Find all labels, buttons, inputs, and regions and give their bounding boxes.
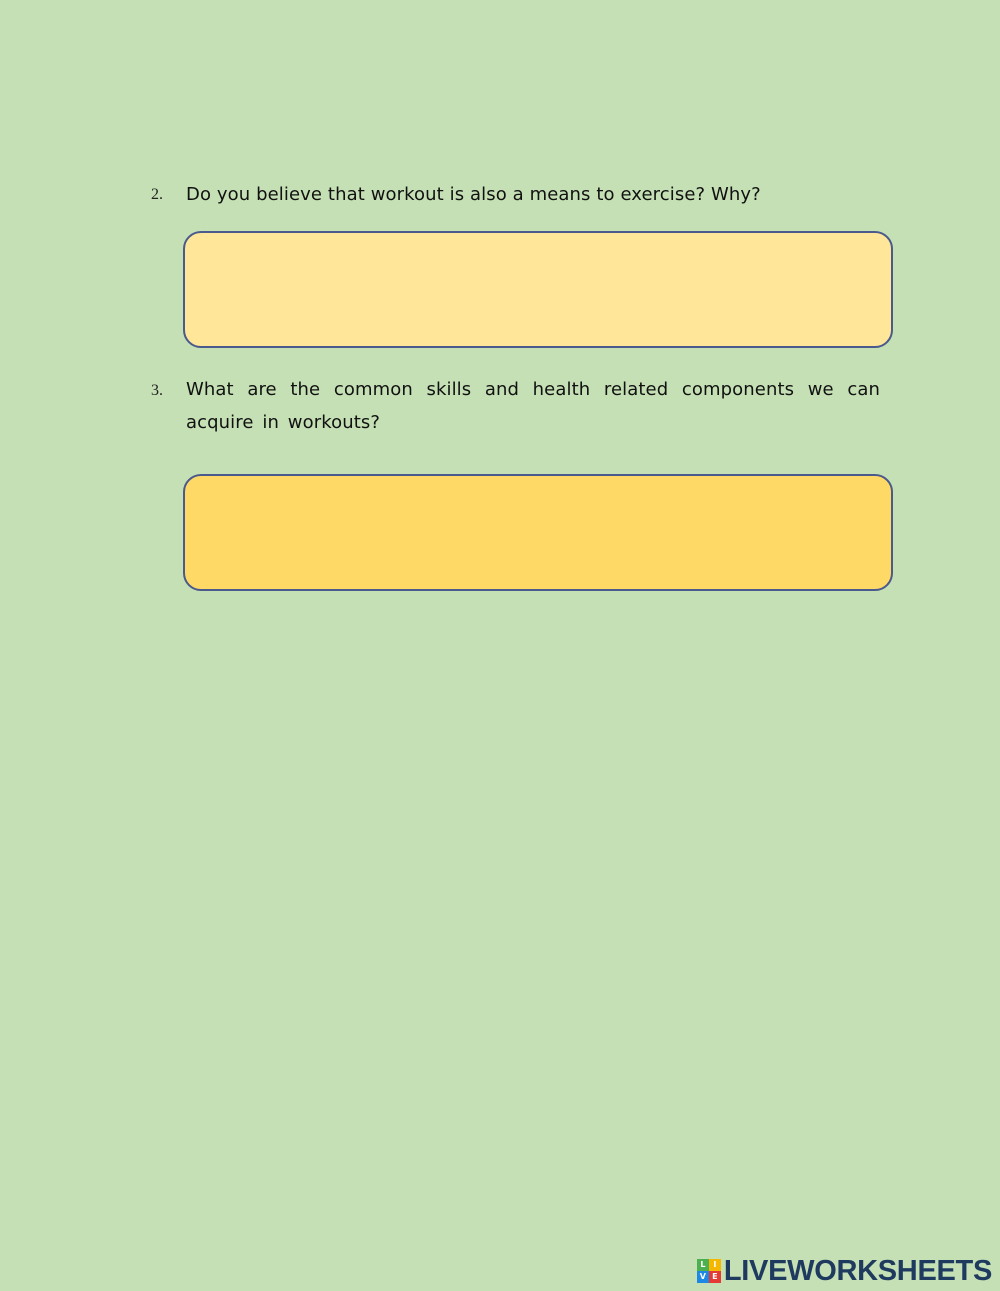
answer-box-question-3[interactable]: [183, 474, 893, 591]
question-3-text: What are the common skills and health related components we can acquire in workouts?: [186, 379, 880, 433]
question-3-number: 3.: [151, 382, 163, 399]
question-2-text: Do you believe that workout is also a means to exercise? Why?: [186, 184, 761, 205]
brand-name: LIVEWORKSHEETS: [723, 1254, 992, 1287]
answer-box-question-2[interactable]: [183, 231, 893, 348]
logo-letter-i: I: [709, 1259, 721, 1271]
question-2-number: 2.: [151, 186, 163, 203]
logo-letter-l: L: [697, 1259, 709, 1271]
logo-letter-e: E: [709, 1271, 721, 1283]
logo-letter-v: V: [697, 1271, 709, 1283]
liveworksheets-brand: [697, 1255, 992, 1287]
liveworksheets-logo-icon: [697, 1259, 721, 1283]
